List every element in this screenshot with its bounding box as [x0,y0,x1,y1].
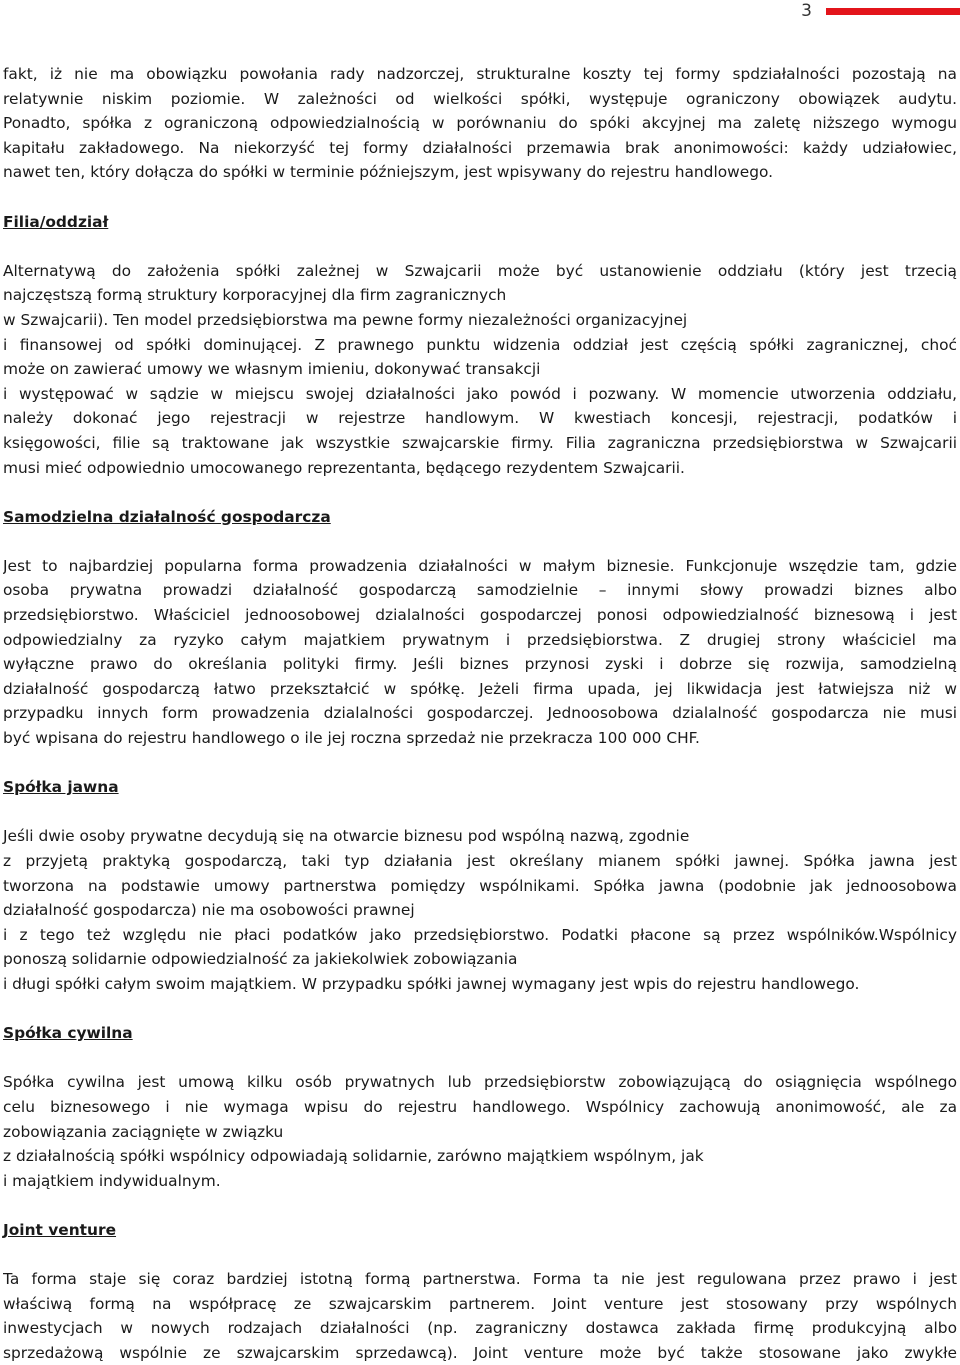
text-line: musi mieć odpowiednio umocowanego reprezentanta, będącego rezydentem Szwajcarii. [3,458,685,477]
text-line: wyłączne prawo do określania polityki firmy. Jeśli biznes przynosi zyski i dobrze się rozwija, samodzielną [3,655,957,674]
section-heading-spolka-cywilna: Spółka cywilna [3,1024,133,1043]
text-line: sprzedażową wspólnie ze szwajcarskim sprzedawcą). Joint venture może być także stosowane jako zwykłe [3,1343,957,1362]
section-body-spolka-cywilna [3,1070,957,1193]
text-line: Ponadto, spółka z ograniczoną odpowiedzialnością w porównaniu do spóki akcyjnej ma zaletę niższego wymogu [3,114,957,133]
text-line: należy dokonać jego rejestracji w rejestrze handlowym. W kwestiach koncesji, rejestracji, podatków i [3,409,957,428]
text-line: odpowiedzialny za ryzyko całym majatkiem prywatnym i przedsiębiorstwa. Z drugiej strony właściciel ma [3,630,957,649]
text-line: w Szwajcarii). Ten model przedsiębiorstwa ma pewne formy niezależności organizacyjnej [3,310,688,329]
text-line: Spółka cywilna jest umową kilku osób prywatnych lub przedsiębiorstw zobowiązującą do osiągnięcia wspólnego [3,1073,957,1092]
text-line: osoba prywatna prowadzi działalność gospodarczą samodzielnie – innymi słowy prowadzi biznes albo [3,581,957,600]
text-line: Jest to najbardziej popularna forma prowadzenia działalności w małym biznesie. Funkcjonuje wszędzie tam, gdzie [3,556,957,575]
text-line: nawet ten, który dołącza do spółki w terminie późniejszym, jest wpisywany do rejestru handlowego. [3,163,774,182]
text-line: z przyjetą praktyką gospodarczą, taki typ działania jest określany mianem spółki jawnej. Spółka jawna jest [3,852,957,870]
text-line: przypadku innych form prowadzenia dzialalności gospodarczej. Jednoosobowa dzialalność gospodarcza nie musi [3,704,957,723]
text-line: i majątkiem indywidualnym. [3,1171,221,1190]
section-body-filia [3,259,957,480]
text-line: Alternatywą do założenia spółki zależnej w Szwajcarii może być ustanowienie oddziału (który jest trzecią [3,261,957,280]
section-heading-samodzielna: Samodzielna działalność gospodarcza [3,507,331,526]
text-line: relatywnie niskim poziomie. W zależności od wielkości spółki, występuje ograniczony obowiązek audytu. [3,89,957,108]
text-line: fakt, iż nie ma obowiązku powołania rady nadzorczej, strukturalne koszty tej formy spdziałalności pozostają na [3,65,957,83]
page-number: 3 [801,1,812,21]
text-line: i długi spółki całym swoim majątkiem. W przypadku spółki jawnej wymagany jest wpis do rejestru handlowego. [3,974,860,993]
text-line: być wpisana do rejestru handlowego o ile jej roczna sprzedaż nie przekracza 100 000 CHF. [3,729,700,748]
text-line: Jeśli dwie osoby prywatne decydują się na otwarcie biznesu pod wspólną nazwą, zgodnie [3,827,690,846]
text-line: Ta forma staje się coraz bardziej istotną formą partnerstwa. Forma ta nie jest regulowana przez prawo i jest [3,1270,957,1289]
section-heading-joint-venture: Joint venture [3,1220,117,1239]
text-line: tworzona na podstawie umowy partnerstwa pomiędzy wspólnikami. Spółka jawna (podobnie jak jednoosobowa [3,876,957,895]
text-line: celu biznesowego i nie wymaga wpisu do rejestru handlowego. Wspólnicy zachowują anonimowość, ale za [3,1097,957,1116]
intro-paragraph [3,62,957,185]
text-line: księgowości, filie są traktowane jak wszystkie szwajcarskie firmy. Filia zagraniczna przedsiębiorstwa w Szwajcarii [3,433,957,452]
section-body-spolka-jawna [3,824,957,996]
section-body-samodzielna [3,554,957,751]
text-line: działalność gospodarczą łatwo przekształcić w spółkę. Jeżeli firma upada, jej likwidacja jest łatwiejsza niż w [3,679,957,698]
section-body-joint-venture [3,1267,957,1365]
text-line: i z tego też względu nie płaci podatków jako przedsiębiorstwo. Podatki płacone są przez wspólników.Wspólnicy [3,925,957,944]
text-line: i występować w sądzie w miejscu swojej działalności jako powód i pozwany. W momencie utworzenia oddziału, [3,384,957,403]
text-line: właściwą formą na współpracę ze szwajcarskim partnerem. Joint venture jest stosowany przy wspólnych [3,1294,957,1313]
text-line: inwestycjach w nowych rodzajach działalności (np. zagraniczny dostawca zakłada firmę produkcyjną albo [3,1319,957,1338]
text-line: ponoszą solidarnie odpowiedzialność za jakiekolwiek zobowiązania [3,950,518,969]
header-accent-bar [826,8,960,15]
text-line: kapitału zakładowego. Na niekorzyść tej formy działalności przemawia brak anonimowości: każdy udziałowiec, [3,138,957,157]
document-body [3,62,957,1365]
text-line: przedsiębiorstwo. Właściciel jednoosobowej dzialalności gospodarczej ponosi odpowiedzialność biznesową i jest [3,606,957,625]
section-heading-filia: Filia/oddział [3,212,109,231]
text-line: zobowiązania zaciągnięte w związku [3,1122,284,1141]
text-line: najczęstszą formą struktury korporacyjnej dla firm zagranicznych [3,286,507,305]
text-line: i finansowej od spółki dominującej. Z prawnego punktu widzenia oddział jest częścią spółki zagranicznej, choć [3,335,957,354]
text-line: działalność gospodarcza) nie ma osobowości prawnej [3,901,415,920]
section-heading-spolka-jawna: Spółka jawna [3,778,119,797]
text-line: z działalnością spółki wspólnicy odpowiadają solidarnie, zarówno majątkiem wspólnym, jak [3,1147,704,1166]
text-line: może on zawierać umowy we własnym imieniu, dokonywać transakcji [3,360,541,379]
